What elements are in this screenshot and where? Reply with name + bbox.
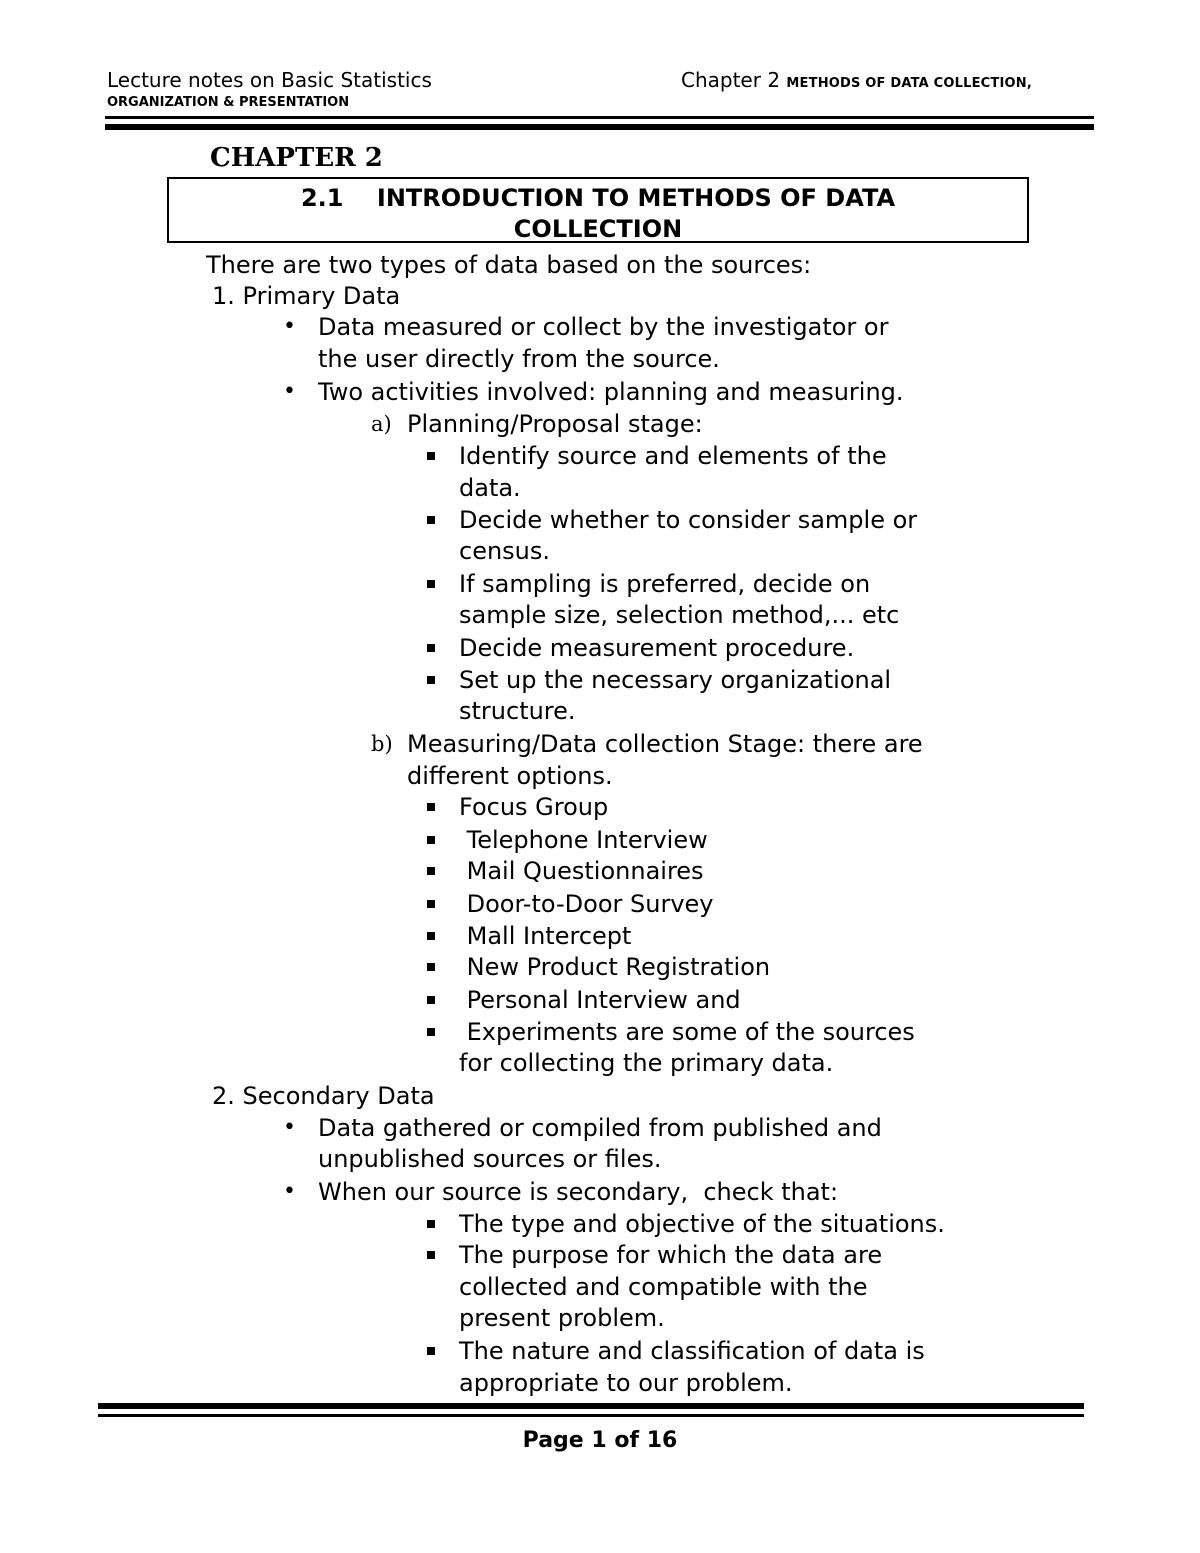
footer-rule-thin [98, 1414, 1084, 1417]
header-chapter-title: METHODS OF DATA COLLECTION, [786, 76, 1033, 91]
collection-option: Mail Questionnaires [459, 857, 704, 885]
square-bullet-icon [427, 996, 435, 1004]
collection-option: New Product Registration [459, 953, 771, 981]
list-marker-b: b) [371, 732, 393, 756]
planning-item: If sampling is preferred, decide on [459, 570, 871, 598]
square-bullet-icon [427, 900, 435, 908]
square-bullet-icon [427, 676, 435, 684]
planning-item: Set up the necessary organizational [459, 666, 892, 694]
secondary-check-item: The nature and classification of data is [459, 1337, 925, 1365]
secondary-heading: 2. Secondary Data [212, 1082, 435, 1110]
running-header-left: Lecture notes on Basic Statistics [107, 68, 432, 92]
planning-item: Decide measurement procedure. [459, 634, 855, 662]
header-rule-thin [105, 116, 1094, 119]
planning-item: Identify source and elements of the [459, 442, 887, 470]
secondary-bullet2: When our source is secondary, check that: [318, 1178, 839, 1206]
collection-option: Experiments are some of the sources [459, 1018, 915, 1046]
intro-text: There are two types of data based on the sources: [206, 251, 812, 279]
square-bullet-icon [427, 836, 435, 844]
list-marker-a: a) [371, 412, 392, 436]
planning-item: Decide whether to consider sample or [459, 506, 918, 534]
collection-option: Door-to-Door Survey [459, 890, 714, 918]
header-rule-thick [105, 124, 1094, 130]
bullet-icon: • [283, 314, 296, 339]
square-bullet-icon [427, 1251, 435, 1259]
secondary-bullet1-line2: unpublished sources or files. [318, 1145, 662, 1173]
collection-option: Focus Group [459, 793, 609, 821]
planning-item-cont: sample size, selection method,... etc [459, 601, 900, 629]
square-bullet-icon [427, 1028, 435, 1036]
measuring-stage-label: Measuring/Data collection Stage: there are [407, 730, 923, 758]
collection-option: Personal Interview and [459, 986, 741, 1014]
square-bullet-icon [427, 803, 435, 811]
square-bullet-icon [427, 963, 435, 971]
secondary-bullet1-line1: Data gathered or compiled from published and [318, 1114, 882, 1142]
secondary-check-item-cont: present problem. [459, 1304, 665, 1332]
planning-stage-label: Planning/Proposal stage: [407, 410, 703, 438]
running-header-subtitle: ORGANIZATION & PRESENTATION [107, 95, 350, 110]
footer-rule-thick [98, 1403, 1084, 1409]
square-bullet-icon [427, 644, 435, 652]
chapter-label: CHAPTER 2 [210, 143, 383, 173]
secondary-check-item: The type and objective of the situations. [459, 1210, 945, 1238]
bullet-icon: • [283, 1115, 296, 1140]
primary-bullet1-line1: Data measured or collect by the investigator or [318, 313, 889, 341]
primary-bullet2: Two activities involved: planning and measuring. [318, 378, 904, 406]
running-header-right [681, 68, 1032, 92]
primary-bullet1-line2: the user directly from the source. [318, 345, 720, 373]
section-title-box [167, 177, 1029, 243]
square-bullet-icon [427, 1347, 435, 1355]
section-title-line1: 2.1 INTRODUCTION TO METHODS OF DATA [300, 184, 896, 212]
measuring-stage-label-cont: different options. [407, 762, 613, 790]
bullet-icon: • [283, 1179, 296, 1204]
bullet-icon: • [283, 379, 296, 404]
square-bullet-icon [427, 932, 435, 940]
planning-item-cont: structure. [459, 697, 576, 725]
square-bullet-icon [427, 452, 435, 460]
square-bullet-icon [427, 1220, 435, 1228]
header-chapter: Chapter 2 [681, 68, 781, 92]
page-number: Page 1 of 16 [522, 1428, 678, 1453]
section-title-line2: COLLECTION [513, 215, 683, 243]
collection-option: Mall Intercept [459, 922, 632, 950]
primary-heading: 1. Primary Data [212, 282, 401, 310]
square-bullet-icon [427, 867, 435, 875]
collection-option: Telephone Interview [459, 826, 708, 854]
collection-option-cont: for collecting the primary data. [459, 1049, 834, 1077]
square-bullet-icon [427, 580, 435, 588]
planning-item-cont: census. [459, 537, 551, 565]
secondary-check-item-cont: appropriate to our problem. [459, 1369, 793, 1397]
square-bullet-icon [427, 516, 435, 524]
secondary-check-item: The purpose for which the data are [459, 1241, 883, 1269]
planning-item-cont: data. [459, 474, 521, 502]
secondary-check-item-cont: collected and compatible with the [459, 1273, 868, 1301]
